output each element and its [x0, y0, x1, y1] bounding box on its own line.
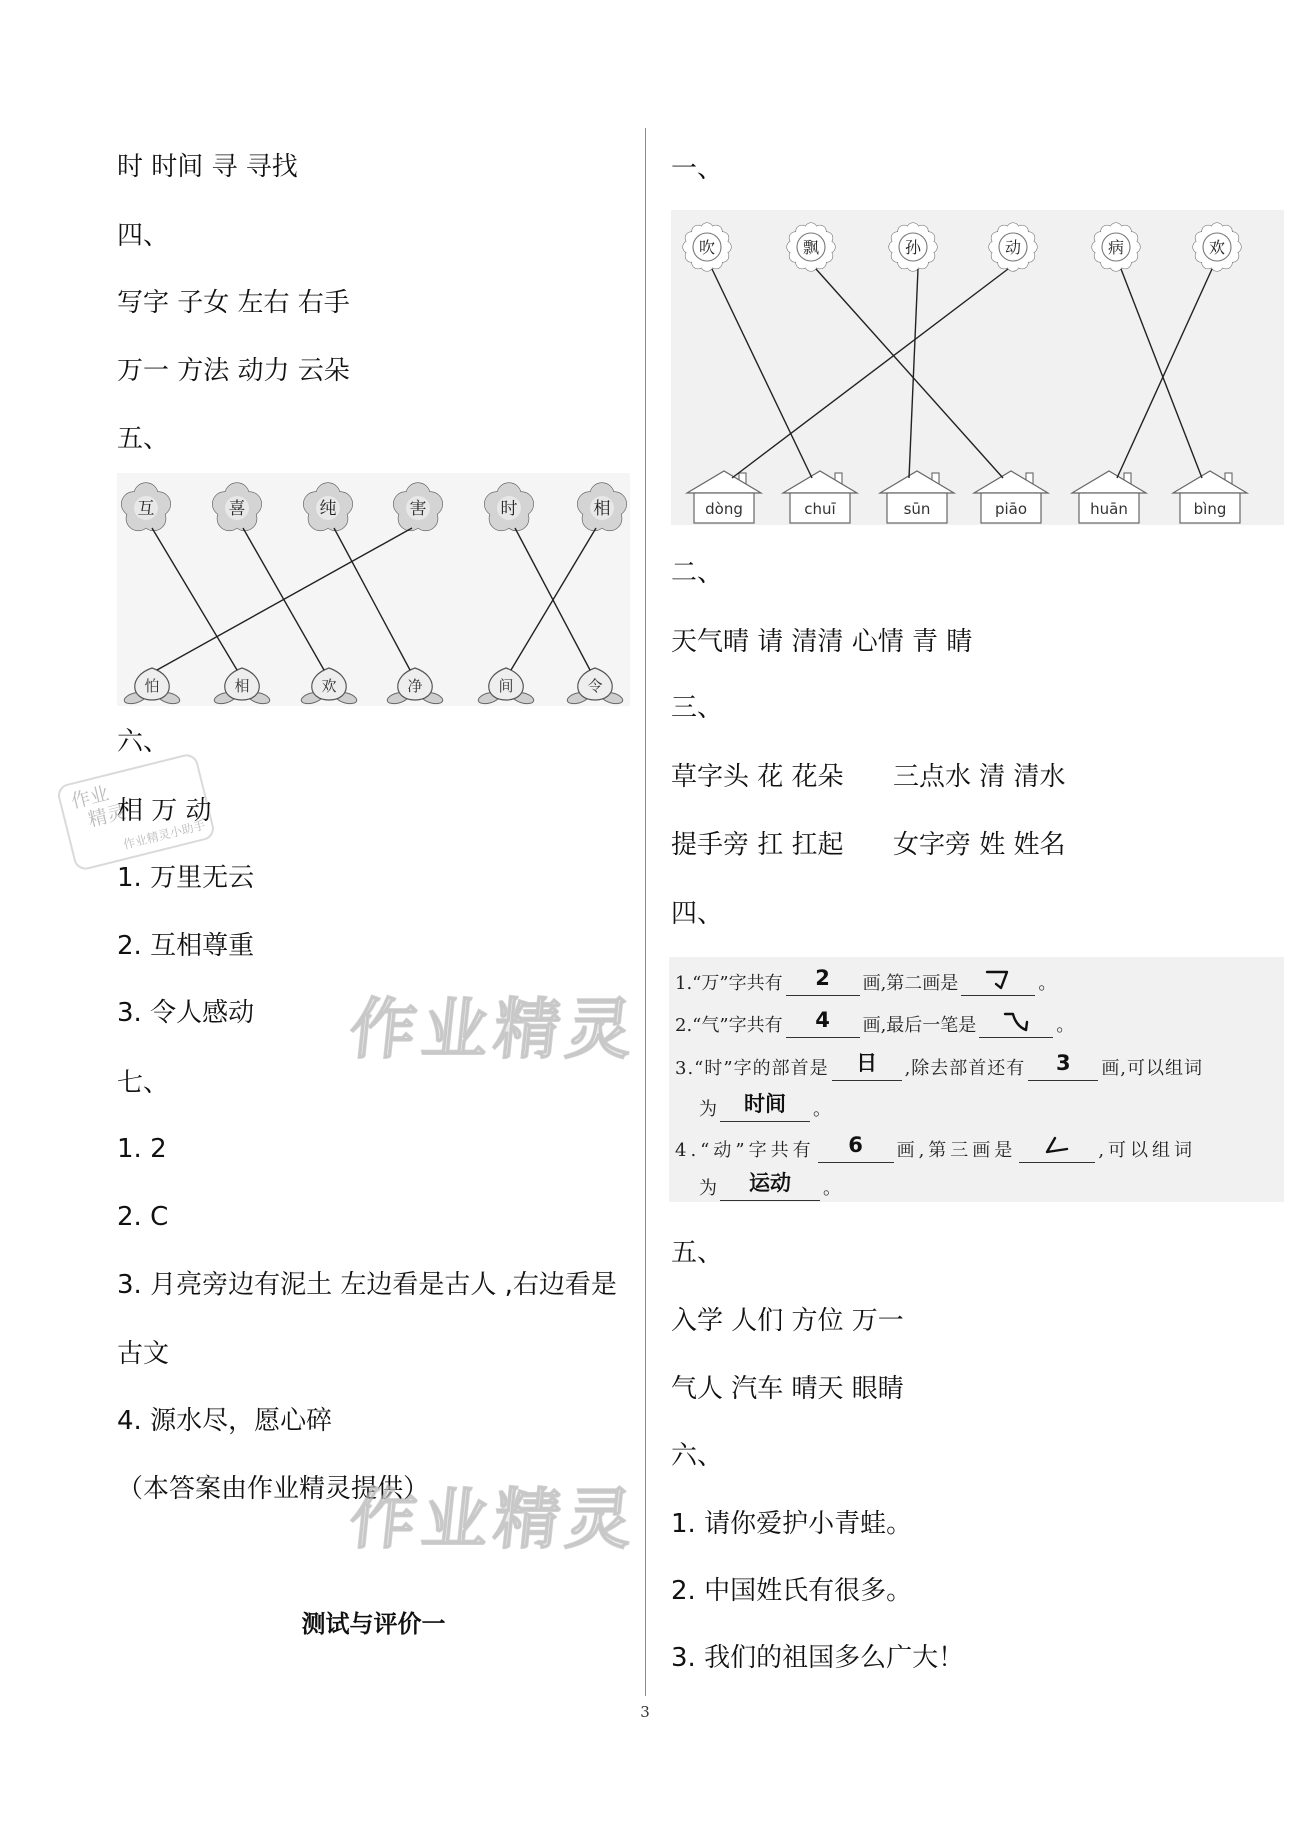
flower-peach-matching-diagram: [117, 473, 630, 706]
peach-char: 令: [587, 677, 603, 695]
q3-mid: ,除去部首还有: [904, 1058, 1026, 1079]
q2-blank-1: [786, 1008, 860, 1038]
house-roof: [687, 471, 761, 493]
house-3: [880, 471, 954, 523]
scalloped-flower-4: [989, 223, 1037, 271]
right-section-3-row-1b: 三点水 清 清水: [893, 762, 1066, 792]
q1-prefix: 1.“万”字共有: [675, 973, 783, 994]
section-6-item-2: 2. 互相尊重: [117, 931, 255, 961]
flower-house-pinyin-diagram: [671, 210, 1284, 525]
q4-answer-1: 6: [848, 1133, 863, 1157]
q4-mid: 画,第三画是: [896, 1140, 1017, 1161]
flower-char: 吹: [698, 238, 716, 257]
right-section-6-title: 六、: [671, 1441, 724, 1471]
right-section-6-item-2: 2. 中国姓氏有很多。: [671, 1576, 913, 1606]
flower-top-2: [213, 483, 262, 531]
house-6: [1173, 471, 1247, 523]
match-line: [511, 528, 596, 670]
flower-char: 互: [137, 499, 155, 519]
q3-blank-2: [1028, 1051, 1098, 1081]
house-4: [974, 471, 1048, 523]
q3-prefix: 3.“时”字的部首是: [675, 1058, 829, 1079]
fill-in-question-3-line-2: [699, 1092, 831, 1122]
peach-bottom-4: [386, 668, 444, 706]
fill-in-question-1: [675, 966, 1057, 996]
house-roof: [880, 471, 954, 493]
section-7-item-1: 1. 2: [117, 1134, 167, 1164]
right-section-2-title: 二、: [671, 558, 724, 588]
flower-char: 病: [1107, 238, 1125, 257]
q3-answer-3: 时间: [744, 1092, 786, 1116]
section-6-item-1: 1. 万里无云: [117, 863, 255, 893]
flower-top-1: [122, 483, 171, 531]
q3-answer-1: 日: [856, 1051, 878, 1075]
house-pinyin: chuī: [804, 500, 836, 518]
flower-top-4: [394, 483, 443, 531]
q4-line2-prefix: 为: [699, 1178, 717, 1199]
house-pinyin: piāo: [994, 500, 1028, 518]
peach-char: 净: [407, 677, 423, 695]
next-section-heading: 测试与评价一: [301, 1610, 446, 1638]
flower-char: 孙: [904, 238, 922, 257]
peach-char: 相: [234, 677, 250, 695]
flower-top-5: [485, 483, 534, 531]
section-6-chars: 相 万 动: [117, 796, 212, 826]
column-divider: [645, 128, 646, 1696]
house-1: [687, 471, 761, 523]
peach-char: 欢: [321, 677, 337, 695]
match-line: [816, 269, 1003, 478]
match-line: [732, 269, 1008, 478]
right-section-5-title: 五、: [671, 1238, 724, 1268]
right-section-5-line-1: 入学 人们 方位 万一: [671, 1306, 904, 1336]
section-4-line-2: 万一 方法 动力 云朵: [117, 356, 350, 386]
right-section-1-title: 一、: [671, 154, 724, 184]
section-4-line-1: 写字 子女 左右 右手: [117, 288, 350, 318]
section-7-title: 七、: [117, 1068, 170, 1098]
q1-blank-2: [961, 971, 1035, 996]
q3-blank-3: [720, 1092, 810, 1122]
right-section-5-line-2: 气人 汽车 晴天 眼睛: [671, 1374, 904, 1404]
house-pinyin: sūn: [903, 500, 931, 518]
q3-line2-prefix: 为: [699, 1099, 717, 1120]
q2-prefix: 2.“气”字共有: [675, 1015, 783, 1036]
right-section-3-row-1a: 草字头 花 花朵: [671, 762, 844, 792]
answer-credit: （本答案由作业精灵提供）: [117, 1474, 430, 1504]
section-5-title: 五、: [117, 424, 170, 454]
section-7-item-2: 2. C: [117, 1202, 169, 1232]
peach-bottom-3: [300, 668, 358, 706]
section-6-item-3: 3. 令人感动: [117, 998, 255, 1028]
section-7-item-4: 4. 源水尽，愿心碎: [117, 1406, 333, 1436]
right-section-3-row-2a: 提手旁 扛 扛起: [671, 830, 844, 860]
q4-blank-2: [1019, 1138, 1095, 1163]
scalloped-flower-6: [1193, 223, 1241, 271]
fill-in-question-4-line-2: [699, 1171, 841, 1201]
q4-answer-3: 运动: [749, 1171, 791, 1195]
house-pinyin: huān: [1090, 500, 1128, 518]
fill-in-question-2: [675, 1008, 1075, 1038]
right-section-6-item-3: 3. 我们的祖国多么广大！: [671, 1643, 965, 1673]
heng-zhe-gou-stroke-icon: [983, 967, 1013, 991]
q1-suffix: 。: [1038, 973, 1057, 994]
q3-mid-2: 画,可以组词: [1101, 1058, 1204, 1079]
house-2: [783, 471, 857, 523]
match-line: [515, 528, 590, 670]
right-section-3-title: 三、: [671, 693, 724, 723]
q4-prefix: 4.“动”字共有: [675, 1140, 815, 1161]
match-line: [334, 528, 410, 670]
pie-zhe-stroke-icon: [1042, 1134, 1072, 1158]
watermark-text: 作业精灵: [346, 1481, 643, 1558]
peach-char: 间: [498, 677, 514, 695]
q1-mid: 画,第二画是: [862, 973, 959, 994]
q4-suffix: 。: [823, 1178, 841, 1199]
section-7-item-3-cont: 古文: [117, 1339, 170, 1369]
q3-answer-2: 3: [1056, 1051, 1071, 1075]
scalloped-flower-5: [1092, 223, 1140, 271]
answer-line-shi: 时 时间 寻 寻找: [117, 152, 298, 182]
q3-suffix: 。: [813, 1099, 831, 1120]
house-roof: [1173, 471, 1247, 493]
section-4-title: 四、: [117, 221, 170, 251]
stamp-text-3: 作业精灵小助手: [121, 817, 207, 852]
flower-char: 相: [593, 499, 611, 519]
house-pinyin: dòng: [705, 500, 743, 518]
flower-top-3: [304, 483, 353, 531]
fill-in-question-4: [675, 1133, 1197, 1163]
peach-bottom-2: [213, 668, 271, 706]
stamp-text-1: 作业: [69, 782, 112, 813]
q4-blank-3: [720, 1171, 820, 1201]
heng-xie-gou-stroke-icon: [1001, 1009, 1031, 1033]
house-pinyin: bìng: [1193, 500, 1227, 518]
peach-bottom-1: [123, 668, 181, 706]
match-line: [1117, 269, 1212, 478]
flower-char: 纯: [319, 499, 337, 519]
right-section-6-item-1: 1. 请你爱护小青蛙。: [671, 1509, 913, 1539]
q4-mid-2: ,可以组词: [1098, 1140, 1197, 1161]
fill-in-worksheet: [669, 957, 1284, 1202]
house-roof: [1072, 471, 1146, 493]
flower-char: 害: [409, 499, 427, 519]
flower-char: 飘: [802, 238, 820, 257]
house-5: [1072, 471, 1146, 523]
flower-char: 欢: [1208, 238, 1226, 257]
right-section-4-title: 四、: [671, 899, 724, 929]
watermark-text: 作业精灵: [346, 991, 643, 1068]
scalloped-flower-2: [787, 223, 835, 271]
q1-answer-1: 2: [815, 966, 830, 990]
q2-answer-1: 4: [815, 1008, 830, 1032]
peach-bottom-6: [566, 668, 624, 706]
flower-char: 动: [1004, 238, 1022, 257]
match-line: [1121, 269, 1202, 478]
q2-mid: 画,最后一笔是: [862, 1015, 977, 1036]
stamp-text-2: 精灵: [86, 800, 129, 832]
q2-blank-2: [979, 1013, 1053, 1038]
peach-bottom-5: [477, 668, 535, 706]
peach-char: 怕: [144, 677, 160, 695]
section-7-item-3: 3. 月亮旁边有泥土 左边看是古人 ,右边看是: [117, 1270, 617, 1300]
flower-char: 时: [500, 499, 518, 519]
house-roof: [783, 471, 857, 493]
scalloped-flower-1: [683, 223, 731, 271]
q3-blank-1: [832, 1051, 902, 1081]
right-section-3-row-2b: 女字旁 姓 姓名: [893, 830, 1066, 860]
house-roof: [974, 471, 1048, 493]
q1-blank-1: [786, 966, 860, 996]
section-6-title: 六、: [117, 727, 170, 757]
fill-in-question-3: [675, 1051, 1204, 1081]
q2-suffix: 。: [1056, 1015, 1075, 1036]
right-section-2-line: 天气晴 请 清清 心情 青 睛: [671, 627, 973, 657]
match-line: [712, 269, 812, 478]
page-number: 3: [640, 1703, 650, 1721]
scalloped-flower-3: [889, 223, 937, 271]
flower-char: 喜: [228, 499, 246, 519]
q4-blank-1: [818, 1133, 894, 1163]
flower-top-6: [578, 483, 627, 531]
